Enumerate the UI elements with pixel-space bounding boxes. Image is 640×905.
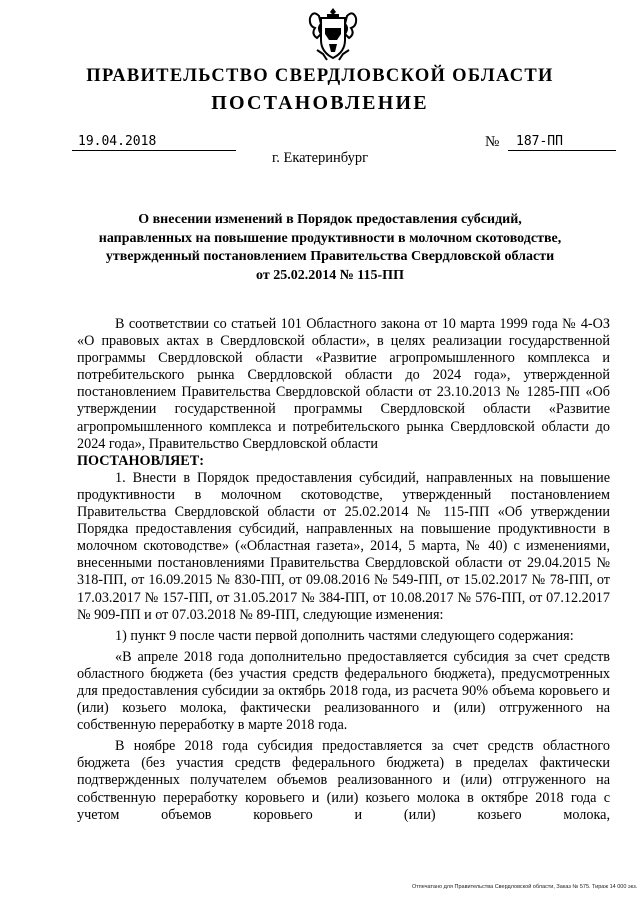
number-sign: № bbox=[485, 134, 500, 150]
title-line: О внесении изменений в Порядок предоставления субсидий, bbox=[138, 212, 522, 227]
preamble-paragraph: В соответствии со статьей 101 Областного закона от 10 марта 1999 года № 4-ОЗ «О правовых актах в Свердловской области», в целях реализации государственной программы Свердловской области «Развитие агропромышленного комплекса и потребительского рынка Свердловской области до 2024 года», утвержденной постановлением Правительства Свердловской области от 23.10.2013 № 1285-ПП «Об утверждении государственной программы Свердловской области «Развитие агропромышленного комплекса и потребительского рынка Свердловской области до 2024 года», Правительство Свердловской области bbox=[77, 316, 610, 452]
quote-paragraph-1: «В апреле 2018 года дополнительно предоставляется субсидия за счет средств областного бюджета (без участия средств федерального бюджета), предусмотренных для предоставления субсидии за октябрь 2018 года, из расчета 90% объема коровьего и (или) козьего молока, фактически реализованного и (или) отгруженного на собственную переработку в марте 2018 года. bbox=[77, 648, 610, 734]
resolves-heading: ПОСТАНОВЛЯЕТ: bbox=[77, 452, 204, 469]
document-title bbox=[60, 211, 600, 285]
document-body bbox=[77, 316, 610, 824]
title-line: направленных на повышение продуктивности в молочном скотоводстве, bbox=[98, 230, 562, 246]
city: г. Екатеринбург bbox=[271, 150, 369, 166]
quote-paragraph-2: В ноябре 2018 года субсидия предоставляется за счет средств областного бюджета (без участия средств федерального бюджета) в пределах фактически подтвержденных получателем объемов реализованного и (или) отгруженного на собственную переработку коровьего и (или) козьего молока в октябре 2018 года с учетом объемов коровьего и (или) козьего молока, bbox=[77, 738, 610, 823]
document-number: 187-ПП bbox=[508, 134, 616, 151]
document-date: 19.04.2018 bbox=[72, 134, 236, 151]
subitem-1-paragraph: 1) пункт 9 после части первой дополнить частями следующего содержания: bbox=[115, 627, 574, 644]
title-line: утвержденный постановлением Правительства Свердловской области bbox=[105, 249, 555, 264]
item-1-paragraph: 1. Внести в Порядок предоставления субсидий, направленных на повышение продуктивности в молочном скотоводстве, утвержденный постановлением Правительства Свердловской области от 25.02.2014 № 115-ПП «Об утверждении Порядка предоставления субсидий, направленных на повышение продуктивности в молочном скотоводстве» («Областная газета», 2014, 5 марта, № 40) с изменениями, внесенными постановлениями Правительства Свердловской области от 29.04.2015 № 318-ПП, от 16.09.2015 № 830-ПП, от 09.08.2016 № 549-ПП, от 15.02.2017 № 78-ПП, от 17.03.2017 № 157-ПП, от 31.05.2017 № 384-ПП, от 10.08.2017 № 576-ПП, от 07.12.2017 № 909-ПП и от 07.03.2018 № 89-ПП, следующие изменения: bbox=[77, 469, 610, 623]
document-type: ПОСТАНОВЛЕНИЕ bbox=[211, 92, 429, 114]
title-line: от 25.02.2014 № 115-ПП bbox=[256, 267, 404, 283]
coat-of-arms-icon bbox=[307, 6, 359, 62]
government-name: ПРАВИТЕЛЬСТВО СВЕРДЛОВСКОЙ ОБЛАСТИ bbox=[86, 66, 554, 86]
print-footer: Отпечатано для Правительства Свердловской области, Заказ № 575. Тираж 14 000 экз. bbox=[412, 884, 638, 890]
